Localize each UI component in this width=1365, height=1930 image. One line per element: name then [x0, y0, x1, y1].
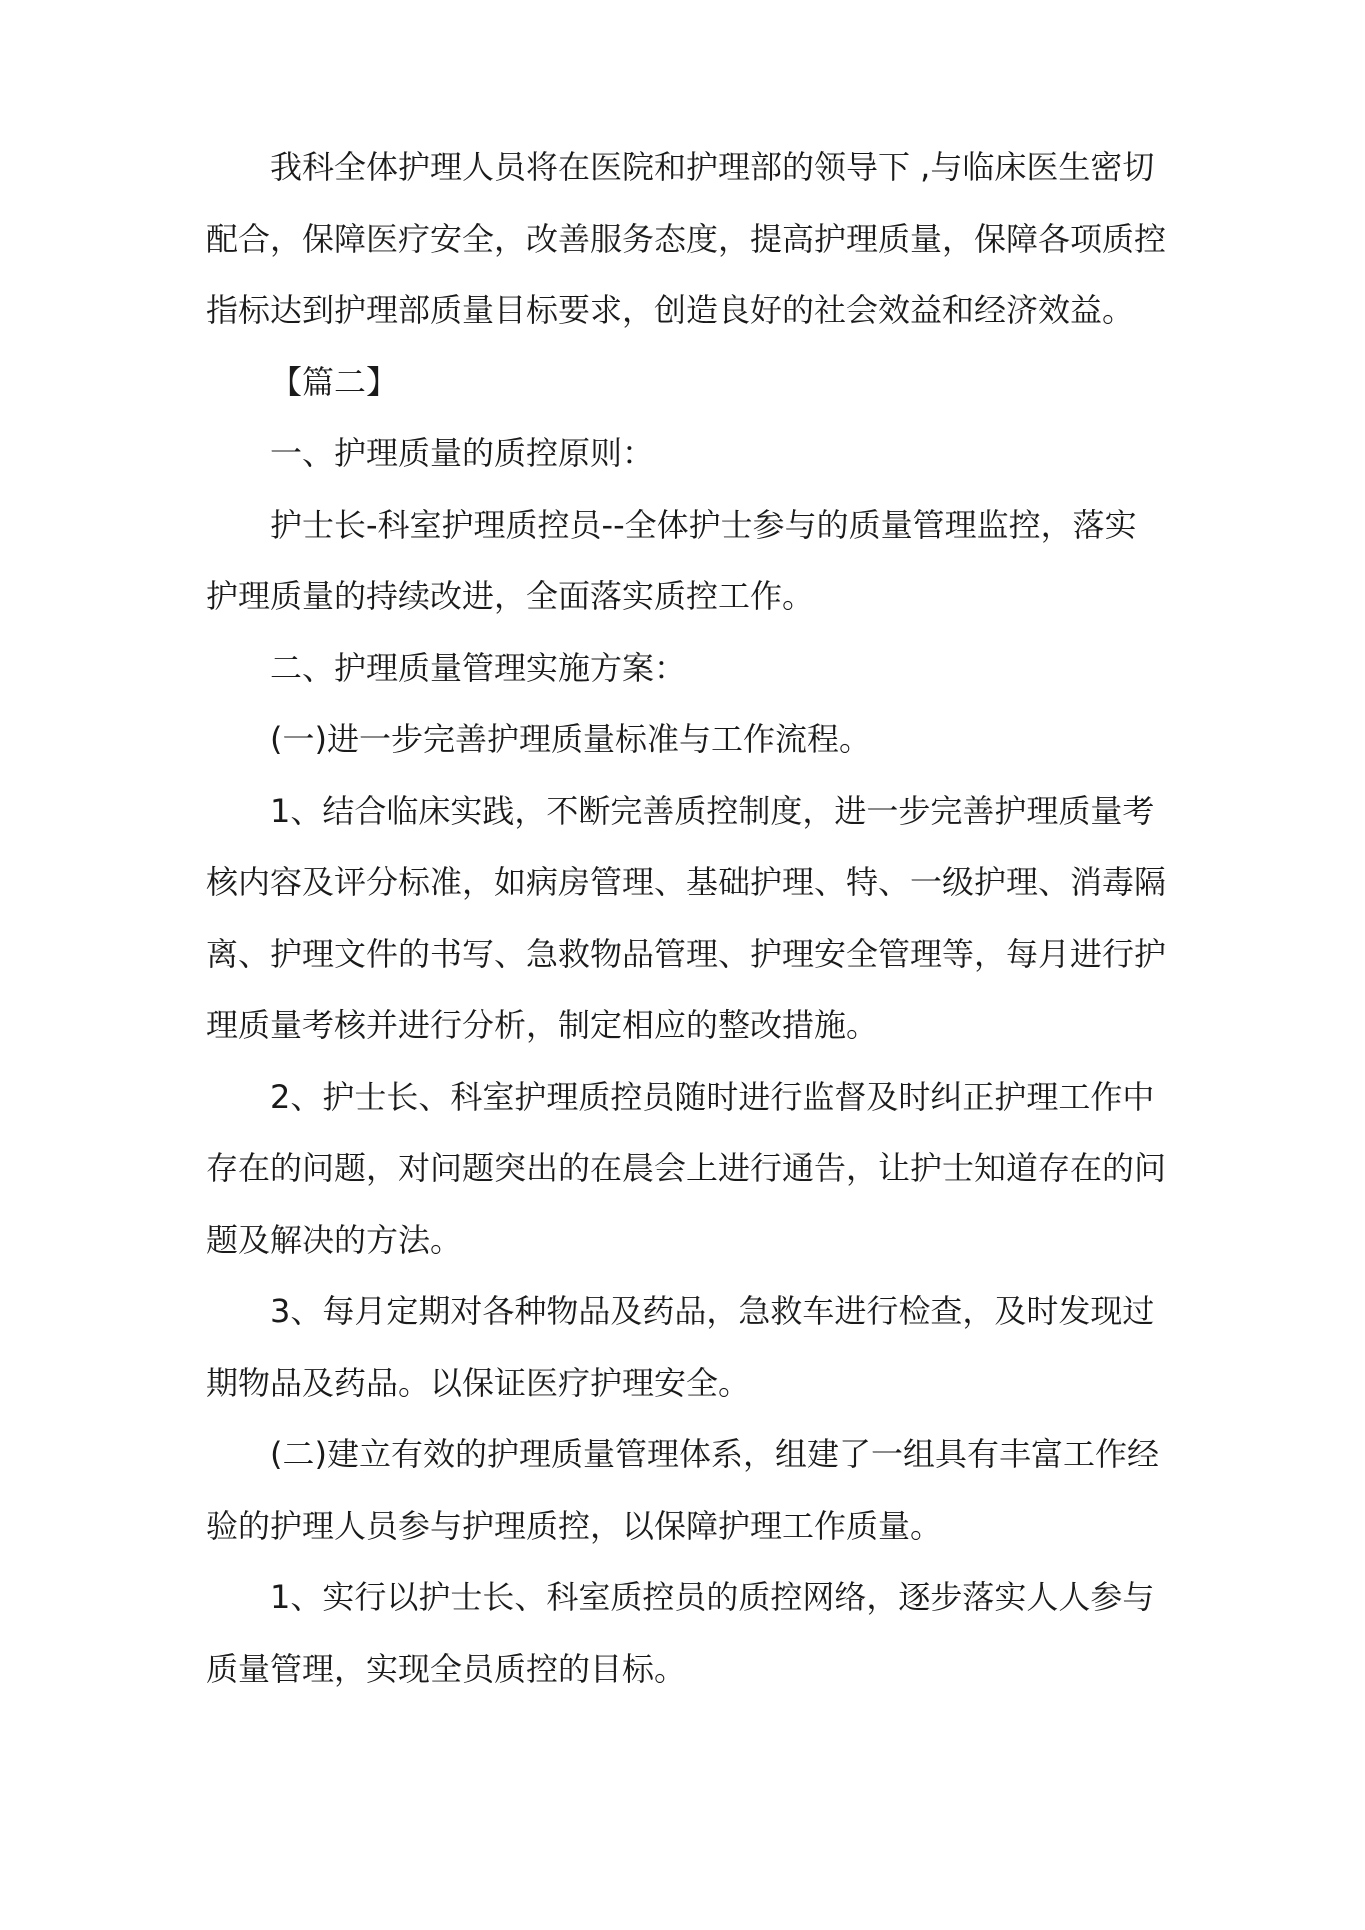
paragraph-item-2 — [206, 1062, 1176, 1277]
section-heading-principles: 一、护理质量的质控原则： — [270, 434, 655, 472]
text-line: (二)建立有效的护理质量管理体系，组建了一组具有丰富工作经 — [270, 1435, 1159, 1473]
text-line: 存在的问题，对问题突出的在晨会上进行通告，让护士知道存在的问 — [206, 1149, 1167, 1187]
text-line: 3、每月定期对各种物品及药品，急救车进行检查，及时发现过 — [270, 1292, 1155, 1330]
text-line: 质量管理，实现全员质控的目标。 — [206, 1649, 687, 1688]
paragraph-principles — [206, 490, 1176, 633]
text-line: 期物品及药品。以保证医疗护理安全。 — [206, 1363, 751, 1402]
text-line: 题及解决的方法。 — [206, 1220, 463, 1259]
text-line: 我科全体护理人员将在医院和护理部的领导下 ,与临床医生密切 — [270, 148, 1155, 186]
text-line: 1、结合临床实践，不断完善质控制度，进一步完善护理质量考 — [270, 791, 1155, 830]
text-line: 配合，保障医疗安全，改善服务态度，提高护理质量，保障各项质控 — [206, 219, 1167, 258]
paragraph-item-3 — [206, 1276, 1176, 1419]
text-line: 护理质量的持续改进，全面落实质控工作。 — [206, 577, 815, 615]
document-body — [206, 132, 1176, 1705]
text-line: 理质量考核并进行分析，制定相应的整改措施。 — [206, 1006, 879, 1044]
paragraph-item-1 — [206, 776, 1176, 1062]
section-heading-part-two: 【篇二】 — [270, 362, 399, 401]
paragraph-network — [206, 1562, 1176, 1705]
text-line: 护士长-科室护理质控员--全体护士参与的质量管理监控，落实 — [270, 505, 1137, 544]
paragraph-system — [206, 1419, 1176, 1562]
text-line: 2、护士长、科室护理质控员随时进行监督及时纠正护理工作中 — [270, 1077, 1155, 1116]
section-heading-plan: 二、护理质量管理实施方案： — [270, 648, 687, 687]
subheading-standards: (一)进一步完善护理质量标准与工作流程。 — [270, 720, 871, 758]
text-line: 核内容及评分标准，如病房管理、基础护理、特、一级护理、消毒隔 — [206, 863, 1167, 901]
text-line: 指标达到护理部质量目标要求，创造良好的社会效益和经济效益。 — [206, 291, 1135, 329]
paragraph-intro — [206, 132, 1176, 347]
text-line: 1、实行以护士长、科室质控员的质控网络，逐步落实人人参与 — [270, 1578, 1155, 1616]
text-line: 验的护理人员参与护理质控，以保障护理工作质量。 — [206, 1506, 943, 1545]
text-line: 离、护理文件的书写、急救物品管理、护理安全管理等，每月进行护 — [206, 934, 1167, 973]
